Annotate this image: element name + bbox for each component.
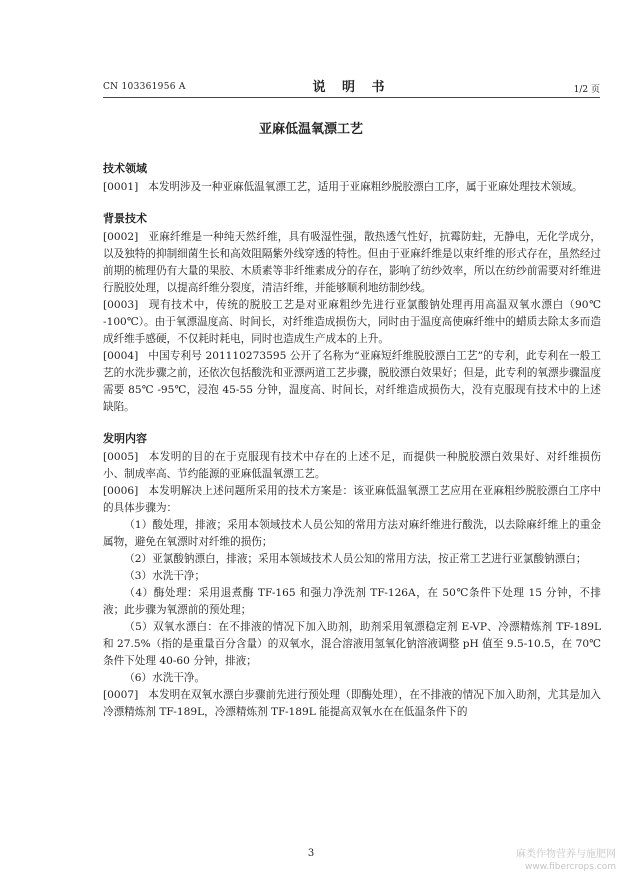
paragraph-number: [0001] (103, 181, 139, 193)
paragraph-text: 亚麻纤维是一种纯天然纤维，具有吸湿性强，散热透气性好，抗霉防蛀，无静电，无化学成分，以及独特的抑制细菌生长和高效阻隔紫外线穿透的特性。但由于亚麻纤维是以束纤维的形式存在，虽然经过前期的梳理仍有大量的果胶、木质素等非纤维素成分的存在，影响了纺纱效率，所以在纺纱前需要对纤维进行脱胶处理，以提高纤维分裂度，清洁纤维，并能够顺利地纺制纱线。 (103, 231, 601, 294)
process-step-4: （4）酶处理：采用退煮酶 TF-165 和强力净洗剂 TF-126A，在 50℃条件下处理 15 分钟，不排液；此步骤为氧漂前的预处理； (103, 587, 601, 616)
process-step-5: （5）双氧水漂白：在不排液的情况下加入助剂，助剂采用氧漂稳定剂 E-VP、冷漂精炼剂 TF-189L 和 27.5%（指的是重量百分含量）的双氧水，混合溶液用氢氧化钠溶液调整 pH 值至 9.5-10.5，在 70℃条件下处理 40-60 分钟，排液； (103, 621, 601, 667)
page-ratio: 1/2 页 (573, 85, 600, 95)
paragraph-0004 (103, 348, 601, 416)
paragraph-0001 (103, 179, 601, 196)
paragraph-number: [0004] (103, 350, 139, 362)
watermark-url: www.fibercrops.com (525, 862, 616, 872)
process-step-3: （3）水洗干净； (124, 570, 206, 582)
page-number: 3 (307, 848, 315, 859)
header-rule (103, 97, 600, 98)
paragraph-0003 (103, 297, 601, 348)
section-heading-invention: 发明内容 (103, 432, 147, 445)
page-header (103, 76, 600, 94)
paragraph-number: [0003] (103, 299, 139, 311)
paragraph-text: 本发明涉及一种亚麻低温氧漂工艺，适用于亚麻粗纱脱胶漂白工序，属于亚麻处理技术领域。 (148, 181, 583, 193)
section-heading-tech-field: 技术领域 (103, 162, 147, 175)
paragraph-0002 (103, 229, 601, 297)
paragraph-0006 (103, 483, 601, 517)
paragraph-number: [0002] (103, 231, 139, 243)
document-type: 说 明 书 (312, 80, 391, 95)
paragraph-text: 中国专利号 201110273595 公开了名称为“亚麻短纤维脱胶漂白工艺”的专利，此专利在一般工艺的水洗步骤之前，还依次包括酸洗和亚漂两道工艺步骤，脱胶漂白效果好；但是，此专利的氧漂步骤温度需要 85℃ -95℃，浸泡 45-55 分钟，温度高、时间长，对纤维造成损伤大，没有克服现有技术中的上述缺陷。 (103, 350, 601, 413)
paragraph-text: 本发明的目的在于克服现有技术中存在的上述不足，而提供一种脱胶漂白效果好、对纤维损伤小、制成率高、节约能源的亚麻低温氧漂工艺。 (103, 451, 601, 480)
watermark (516, 849, 616, 873)
paragraph-number: [0007] (103, 689, 139, 701)
watermark-site-name: 麻类作物营养与施肥网 (516, 849, 616, 860)
section-heading-background: 背景技术 (103, 212, 147, 225)
paragraph-number: [0005] (103, 451, 139, 463)
paragraph-number: [0006] (103, 485, 139, 497)
paragraph-0007 (103, 687, 601, 721)
process-step-2: （2）亚氯酸钠漂白，排液；采用本领域技术人员公知的常用方法，按正常工艺进行亚氯酸钠漂白； (124, 553, 587, 565)
process-step-1: （1）酸处理，排液；采用本领域技术人员公知的常用方法对麻纤维进行酸洗，以去除麻纤维上的重金属物，避免在氧漂时对纤维的损伤； (103, 519, 601, 548)
document-body (103, 160, 601, 721)
document-title: 亚麻低温氧漂工艺 (258, 122, 363, 137)
paragraph-text: 本发明解决上述问题所采用的技术方案是：该亚麻低温氧漂工艺应用在亚麻粗纱脱胶漂白工序中的具体步骤为： (103, 485, 601, 514)
paragraph-text: 现有技术中，传统的脱胶工艺是对亚麻粗纱先进行亚氯酸钠处理再用高温双氧水漂白（90℃ -100℃）。由于氧漂温度高、时间长，对纤维造成损伤大，同时由于温度高使麻纤维中的蜡质去除太多而造成纤维手感硬，不仅耗时耗电，同时也造成生产成本的上升。 (103, 299, 601, 345)
process-step-6: （6）水洗干净。 (124, 672, 206, 684)
paragraph-0005 (103, 449, 601, 483)
patent-number: CN 103361956 A (103, 82, 186, 92)
paragraph-text: 本发明在双氧水漂白步骤前先进行预处理（即酶处理），在不排液的情况下加入助剂，尤其是加入冷漂精炼剂 TF-189L，冷漂精炼剂 TF-189L 能提高双氧水在在低温条件下的 (103, 689, 601, 718)
